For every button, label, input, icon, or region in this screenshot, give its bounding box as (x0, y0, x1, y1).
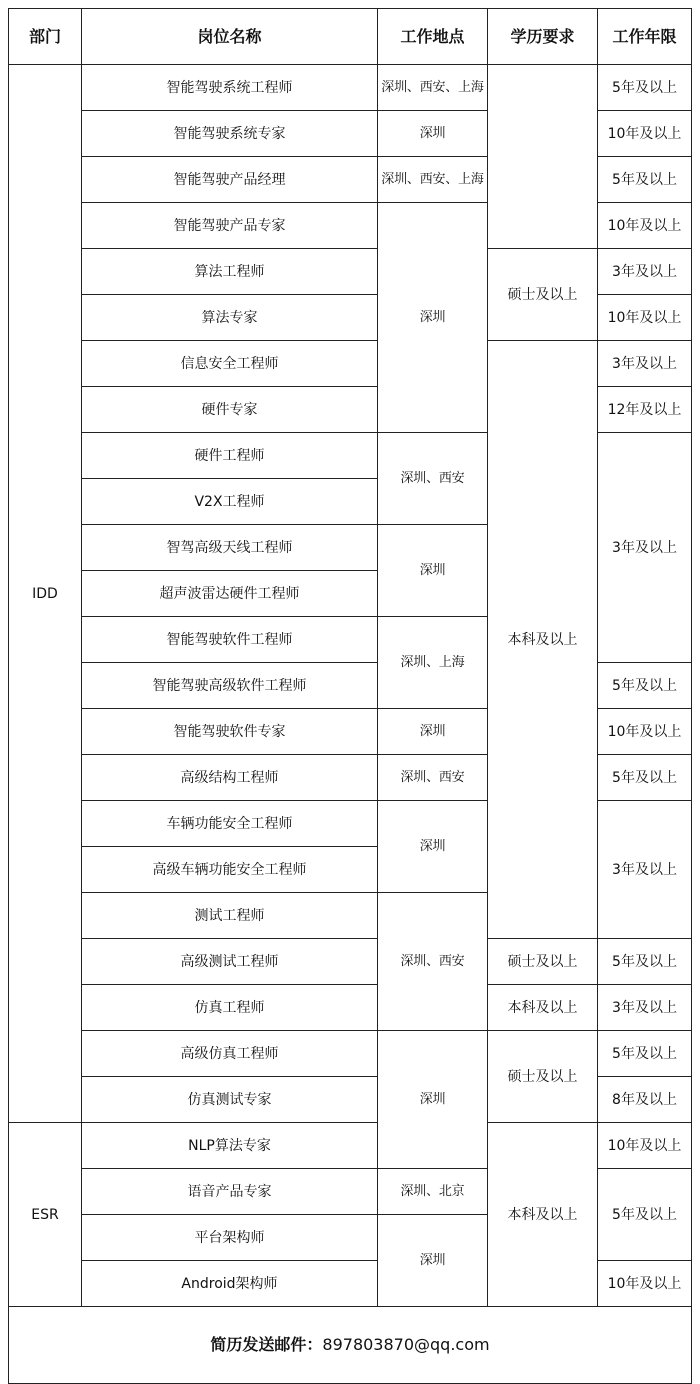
table-row (9, 341, 692, 387)
location-cell: 深圳、上海 (378, 617, 488, 709)
experience-cell: 5年及以上 (598, 1169, 692, 1261)
education-cell-empty (488, 65, 598, 249)
position-cell: 硬件工程师 (82, 433, 378, 479)
experience-cell: 3年及以上 (598, 985, 692, 1031)
position-cell: 智能驾驶软件专家 (82, 709, 378, 755)
experience-cell: 5年及以上 (598, 157, 692, 203)
position-cell: 智能驾驶系统工程师 (82, 65, 378, 111)
header-experience: 工作年限 (598, 9, 692, 65)
footer-label: 简历发送邮件： (210, 1335, 323, 1354)
footer-row (9, 1307, 692, 1384)
experience-cell: 5年及以上 (598, 663, 692, 709)
header-position: 岗位名称 (82, 9, 378, 65)
location-cell: 深圳、西安、上海 (378, 65, 488, 111)
location-cell: 深圳 (378, 1031, 488, 1169)
resume-email-footer (9, 1307, 692, 1384)
position-cell: 高级结构工程师 (82, 755, 378, 801)
job-table (8, 8, 692, 1384)
header-location: 工作地点 (378, 9, 488, 65)
experience-cell: 3年及以上 (598, 433, 692, 663)
education-cell: 硕士及以上 (488, 939, 598, 985)
position-cell: 高级测试工程师 (82, 939, 378, 985)
position-cell: 智能驾驶软件工程师 (82, 617, 378, 663)
position-cell: V2X工程师 (82, 479, 378, 525)
experience-cell: 10年及以上 (598, 111, 692, 157)
experience-cell: 10年及以上 (598, 709, 692, 755)
position-cell: 车辆功能安全工程师 (82, 801, 378, 847)
position-cell: 高级车辆功能安全工程师 (82, 847, 378, 893)
table-row (9, 65, 692, 111)
experience-cell: 10年及以上 (598, 295, 692, 341)
position-cell: 算法专家 (82, 295, 378, 341)
position-cell: 智能驾驶产品经理 (82, 157, 378, 203)
table-row (9, 1123, 692, 1169)
position-cell: 语音产品专家 (82, 1169, 378, 1215)
location-cell: 深圳 (378, 203, 488, 433)
table-row (9, 1031, 692, 1077)
dept-idd: IDD (9, 65, 82, 1123)
position-cell: 算法工程师 (82, 249, 378, 295)
location-cell: 深圳、西安 (378, 433, 488, 525)
header-education: 学历要求 (488, 9, 598, 65)
experience-cell: 3年及以上 (598, 341, 692, 387)
education-cell: 硕士及以上 (488, 1031, 598, 1123)
location-cell: 深圳、西安 (378, 755, 488, 801)
position-cell: 平台架构师 (82, 1215, 378, 1261)
position-cell: 仿真工程师 (82, 985, 378, 1031)
table-row (9, 939, 692, 985)
location-cell: 深圳 (378, 111, 488, 157)
experience-cell: 5年及以上 (598, 755, 692, 801)
table-row (9, 985, 692, 1031)
location-cell: 深圳、西安 (378, 893, 488, 1031)
location-cell: 深圳、西安、上海 (378, 157, 488, 203)
experience-cell: 3年及以上 (598, 249, 692, 295)
position-cell: 高级仿真工程师 (82, 1031, 378, 1077)
experience-cell: 12年及以上 (598, 387, 692, 433)
header-dept: 部门 (9, 9, 82, 65)
location-cell: 深圳 (378, 709, 488, 755)
header-row (9, 9, 692, 65)
position-cell: 智能驾驶高级软件工程师 (82, 663, 378, 709)
location-cell: 深圳、北京 (378, 1169, 488, 1215)
experience-cell: 3年及以上 (598, 801, 692, 939)
position-cell: 信息安全工程师 (82, 341, 378, 387)
education-cell: 硕士及以上 (488, 249, 598, 341)
location-cell: 深圳 (378, 525, 488, 617)
experience-cell: 5年及以上 (598, 939, 692, 985)
position-cell: 智驾高级天线工程师 (82, 525, 378, 571)
job-table-container (8, 8, 691, 1384)
dept-esr: ESR (9, 1123, 82, 1307)
position-cell: 超声波雷达硬件工程师 (82, 571, 378, 617)
table-row (9, 249, 692, 295)
position-cell: 硬件专家 (82, 387, 378, 433)
location-cell: 深圳 (378, 801, 488, 893)
position-cell: NLP算法专家 (82, 1123, 378, 1169)
experience-cell: 5年及以上 (598, 65, 692, 111)
experience-cell: 8年及以上 (598, 1077, 692, 1123)
position-cell: 智能驾驶产品专家 (82, 203, 378, 249)
education-cell: 本科及以上 (488, 1123, 598, 1307)
education-cell: 本科及以上 (488, 985, 598, 1031)
position-cell: 智能驾驶系统专家 (82, 111, 378, 157)
education-cell: 本科及以上 (488, 341, 598, 939)
experience-cell: 10年及以上 (598, 203, 692, 249)
experience-cell: 10年及以上 (598, 1261, 692, 1307)
experience-cell: 5年及以上 (598, 1031, 692, 1077)
position-cell: 仿真测试专家 (82, 1077, 378, 1123)
contact-email[interactable]: 897803870@qq.com (322, 1335, 490, 1354)
experience-cell: 10年及以上 (598, 1123, 692, 1169)
location-cell: 深圳 (378, 1215, 488, 1307)
position-cell: 测试工程师 (82, 893, 378, 939)
position-cell: Android架构师 (82, 1261, 378, 1307)
